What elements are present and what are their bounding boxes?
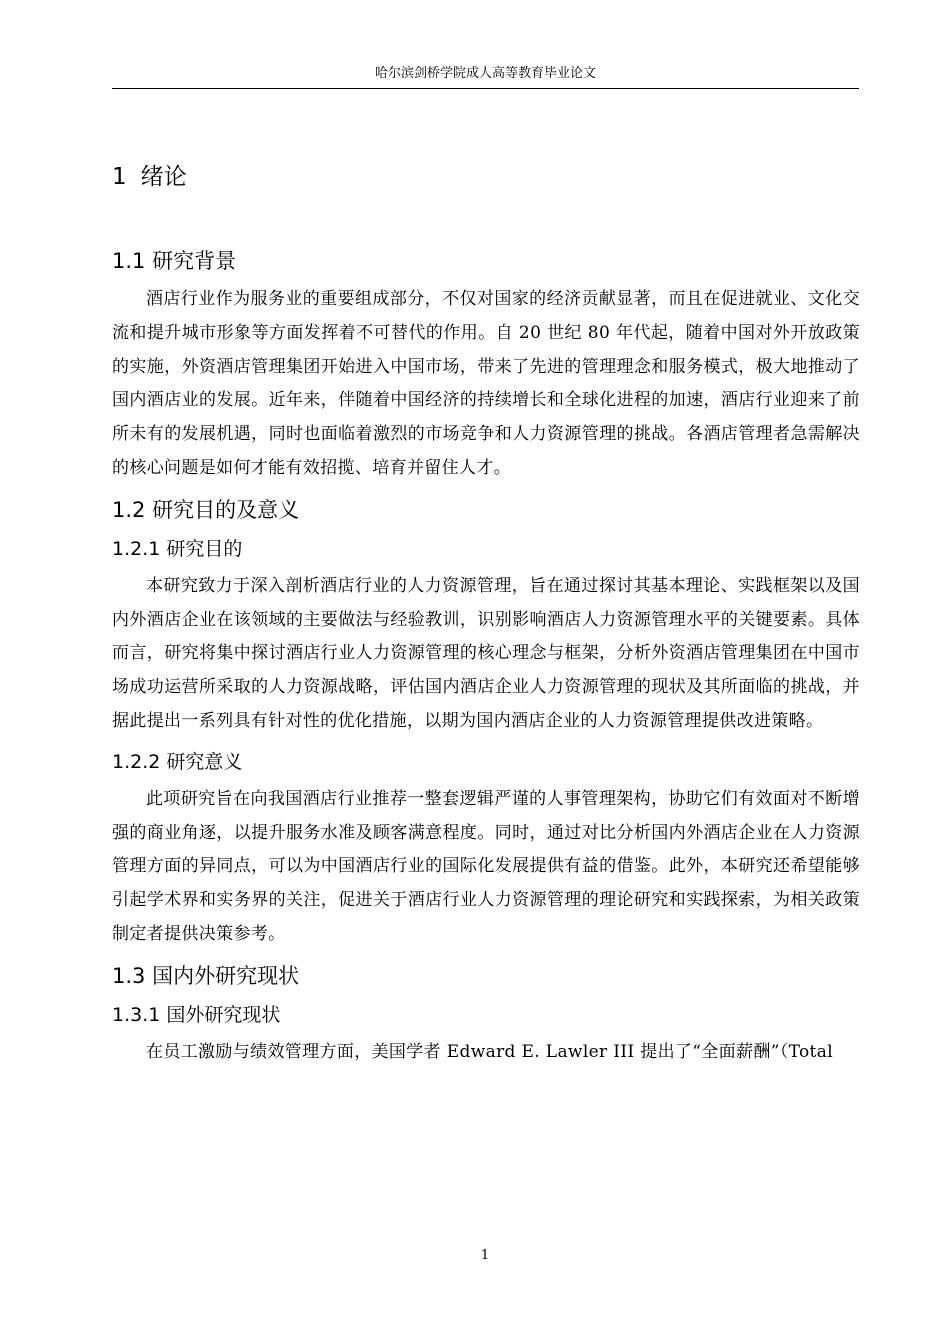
subsection-title-1-2-2: 1.2.2 研究意义 [112, 750, 243, 773]
chapter-title-text: 绪论 [140, 164, 187, 190]
running-header: 哈尔滨剑桥学院成人高等教育毕业论文 [374, 66, 596, 81]
section-title-1-3: 1.3 国内外研究现状 [112, 963, 300, 988]
subsection-title-1-2-1: 1.2.1 研究目的 [112, 537, 243, 560]
page-number: 1 [480, 1248, 490, 1263]
chapter-number: 1 [112, 164, 127, 190]
subsection-title-1-3-1: 1.3.1 国外研究现状 [112, 1003, 281, 1026]
section-title-1-2: 1.2 研究目的及意义 [112, 497, 300, 522]
paragraph-research-purpose: 本研究致力于深入剖析酒店行业的人力资源管理，旨在通过探讨其基本理论、实践框架以及国内外酒店企业在该领域的主要做法与经验教训，识别影响酒店人力资源管理水平的关键要素。具体而言，研究将集中探讨酒店行业人力资源管理的核心理念与框架，分析外资酒店管理集团在中国市场成功运营所采取的人力资源战略，评估国内酒店企业人力资源管理的现状及其所面临的挑战，并据此提出一系列具有针对性的优化措施，以期为国内酒店企业的人力资源管理提供改进策略。 [112, 575, 860, 731]
page-content [112, 155, 860, 1074]
paragraph-research-significance: 此项研究旨在向我国酒店行业推荐一整套逻辑严谨的人事管理架构，协助它们有效面对不断增强的商业角逐，以提升服务水准及顾客满意程度。同时，通过对比分析国内外酒店企业在人力资源管理方面的异同点，可以为中国酒店行业的国际化发展提供有益的借鉴。此外，本研究还希望能够引起学术界和实务界的关注，促进关于酒店行业人力资源管理的理论研究和实践探索，为相关政策制定者提供决策参考。 [112, 788, 860, 944]
header-rule [112, 88, 859, 89]
section-title-1-1: 1.1 研究背景 [112, 249, 237, 273]
chapter-title [112, 155, 860, 199]
paragraph-foreign-research: 在员工激励与绩效管理方面，美国学者 Edward E. Lawler III 提出了“全面薪酬”（Total [146, 1041, 834, 1062]
paragraph-research-background: 酒店行业作为服务业的重要组成部分，不仅对国家的经济贡献显著，而且在促进就业、文化交流和提升城市形象等方面发挥着不可替代的作用。自 20 世纪 80 年代起，随着中国对外开放政策的实施，外资酒店管理集团开始进入中国市场，带来了先进的管理理念和服务模式，极大地推动了国内酒店业的发展。近年来，伴随着中国经济的持续增长和全球化进程的加速，酒店行业迎来了前所未有的发展机遇，同时也面临着激烈的市场竞争和人力资源管理的挑战。各酒店管理者急需解决的核心问题是如何才能有效招揽、培育并留住人才。 [112, 289, 860, 478]
